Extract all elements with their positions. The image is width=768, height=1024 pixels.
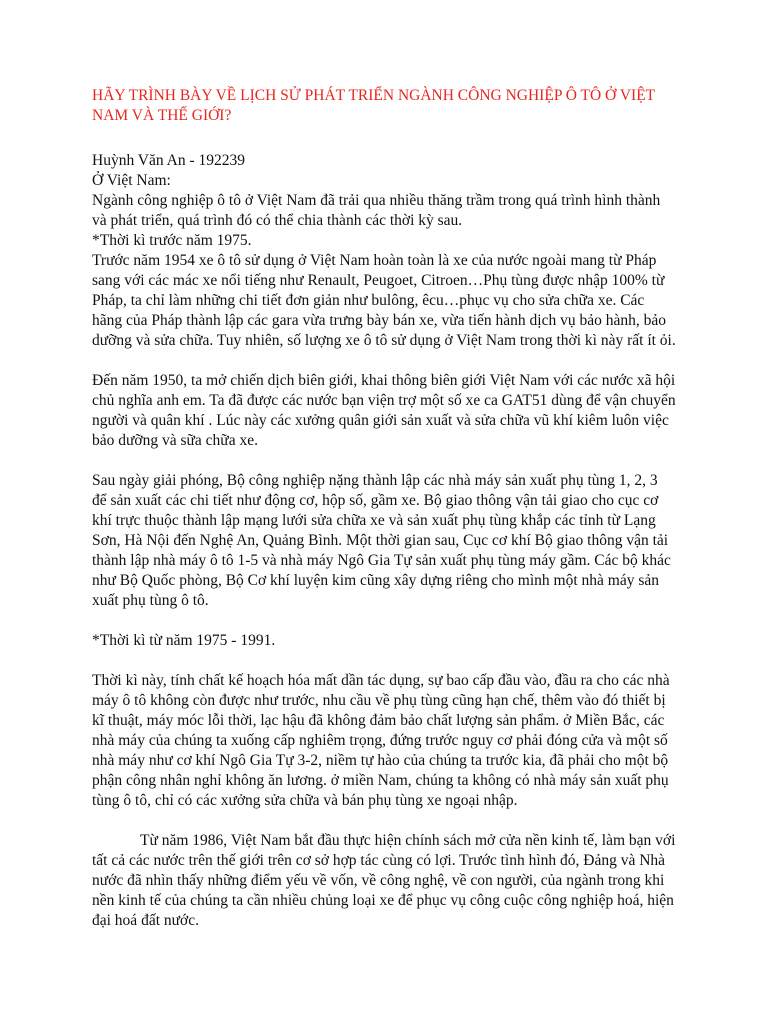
author-line: Huỳnh Văn An - 192239 [92,152,245,169]
period2-paragraph-1: Thời kì này, tính chất kế hoạch hóa mất dần tác dụng, sự bao cấp đầu vào, đầu ra cho các nhà máy ô tô không còn được như trước, nhu cầu về phụ tùng cũng hạn chế, thêm vào đó thiết bị kĩ thuật, máy móc lỗi thời, lạc hậu đã không đảm bảo chất lượng sản phẩm. ở Miền Bắc, các nhà máy của chúng ta xuống cấp nghiêm trọng, đứng trước nguy cơ phải đóng cửa và một số nhà máy như cơ khí Ngô Gia Tự 3-2, niềm tự hào của chúng ta trước kia, đã phải cho một bộ phận công nhân nghỉ không ăn lương. ở miền Nam, chúng ta không có nhà máy sản xuất phụ tùng ô tô, chỉ có các xưởng sửa chữa và bán phụ tùng xe ngoại nhập. [92,672,670,809]
period1-heading: *Thời kì trước năm 1975. [92,232,252,249]
period2-heading: *Thời kì từ năm 1975 - 1991. [92,632,276,649]
period1-paragraph-3: Sau ngày giải phóng, Bộ công nghiệp nặng thành lập các nhà máy sản xuất phụ tùng 1, 2, 3 để sản xuất các chi tiết như động cơ, hộp số, gầm xe. Bộ giao thông vận tải giao cho cục cơ khí trực thuộc thành lập mạng lưới sửa chữa xe và sản xuất phụ tùng khắp các tỉnh từ Lạng Sơn, Hà Nội đến Nghệ An, Quảng Bình. Một thời gian sau, Cục cơ khí Bộ giao thông vận tải thành lập nhà máy ô tô 1-5 và nhà máy Ngô Gia Tự sản xuất phụ tùng máy gầm. Các bộ khác như Bộ Quốc phòng, Bộ Cơ khí luyện kim cũng xây dựng riêng cho mình một nhà máy sản xuất phụ tùng ô tô. [92,472,671,609]
period2-paragraph-2: Từ năm 1986, Việt Nam bắt đầu thực hiện chính sách mở cửa nền kinh tế, làm bạn với tất cả các nước trên thế giới trên cơ sở hợp tác cùng có lợi. Trước tình hình đó, Đảng và Nhà nước đã nhìn thấy những điểm yếu về vốn, về công nghệ, về con người, của ngành trong khi nền kinh tế của chúng ta cần nhiều chủng loại xe để phục vụ công cuộc công nghiệp hoá, hiện đại hoá đất nước. [92,832,676,929]
period1-paragraph-2: Đến năm 1950, ta mở chiến dịch biên giới, khai thông biên giới Việt Nam với các nước xã hội chủ nghĩa anh em. Ta đã được các nước bạn viện trợ một số xe ca GAT51 dùng để vận chuyển người và quân khí . Lúc này các xưởng quân giới sản xuất và sửa chữa vũ khí kiêm luôn việc bảo dưỡng và sữa chữa xe. [92,372,676,449]
region-heading: Ở Việt Nam: [92,172,171,189]
period1-paragraph-1: Trước năm 1954 xe ô tô sử dụng ở Việt Nam hoàn toàn là xe của nước ngoài mang từ Pháp sang với các mác xe nổi tiếng như Renault, Peugoet, Citroen…Phụ tùng được nhập 100% từ Pháp, ta chỉ làm những chi tiết đơn giản như bulông, êcu…phục vụ cho sửa chữa xe. Các hãng của Pháp thành lập các gara vừa trưng bày bán xe, vừa tiến hành dịch vụ bảo hành, bảo dưỡng và sửa chữa. Tuy nhiên, số lượng xe ô tô sử dụng ở Việt Nam trong thời kì này rất ít ỏi. [92,252,676,349]
intro-paragraph: Ngành công nghiệp ô tô ở Việt Nam đã trải qua nhiều thăng trầm trong quá trình hình thành và phát triển, quá trình đó có thể chia thành các thời kỳ sau. [92,192,661,229]
document-title: HÃY TRÌNH BÀY VỀ LỊCH SỬ PHÁT TRIỂN NGÀNH CÔNG NGHIỆP Ô TÔ Ở VIỆT NAM VÀ THẾ GIỚI? [92,87,655,124]
